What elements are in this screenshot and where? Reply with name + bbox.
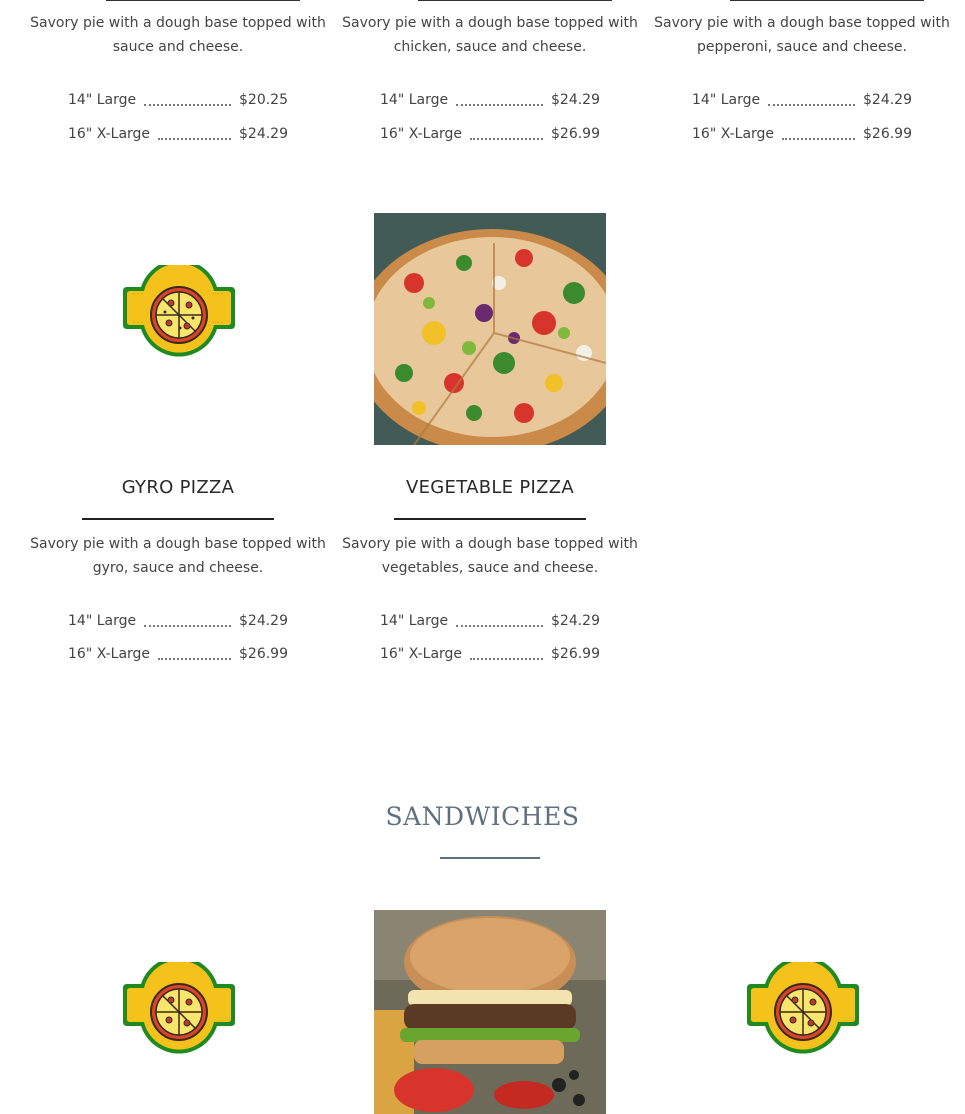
section-heading-underline	[440, 857, 540, 859]
pizza-badge-icon	[113, 265, 245, 365]
price-row	[692, 86, 912, 108]
price-row	[380, 607, 600, 629]
price-value: $26.99	[863, 126, 912, 142]
dot-leader	[158, 658, 231, 660]
pizza-badge-logo	[113, 962, 245, 1062]
price-row	[68, 120, 288, 142]
price-row	[692, 120, 912, 142]
dot-leader	[144, 625, 231, 627]
dot-leader	[470, 658, 543, 660]
dot-leader	[144, 104, 231, 106]
price-row	[68, 640, 288, 662]
dot-leader	[470, 138, 543, 140]
pizza-badge-icon	[737, 962, 869, 1062]
item-description: Savory pie with a dough base topped with sauce and cheese.	[30, 15, 326, 55]
title-underline	[82, 518, 274, 520]
price-value: $24.29	[239, 613, 288, 629]
size-label: 16" X-Large	[380, 646, 463, 662]
price-value: $24.29	[551, 92, 600, 108]
price-value: $24.29	[551, 613, 600, 629]
dot-leader	[768, 104, 855, 106]
size-label: 16" X-Large	[380, 126, 463, 142]
title-underline	[106, 0, 300, 1]
price-row	[380, 120, 600, 142]
size-label: 14" Large	[692, 92, 761, 108]
price-row	[68, 86, 288, 108]
price-value: $26.99	[551, 646, 600, 662]
pizza-badge-logo	[113, 265, 245, 365]
dot-leader	[456, 625, 543, 627]
item-title: GYRO PIZZA	[121, 477, 235, 498]
pizza-badge-logo	[737, 962, 869, 1062]
price-value: $24.29	[863, 92, 912, 108]
dot-leader	[782, 138, 855, 140]
item-description: Savory pie with a dough base topped with chicken, sauce and cheese.	[342, 15, 638, 55]
size-label: 14" Large	[68, 92, 137, 108]
size-label: 14" Large	[380, 613, 449, 629]
price-row	[380, 86, 600, 108]
dot-leader	[456, 104, 543, 106]
item-description: Savory pie with a dough base topped with gyro, sauce and cheese.	[30, 536, 326, 576]
title-underline	[730, 0, 924, 1]
size-label: 16" X-Large	[692, 126, 775, 142]
size-label: 14" Large	[68, 613, 137, 629]
pizza-badge-icon	[113, 962, 245, 1062]
price-row	[380, 640, 600, 662]
price-value: $20.25	[239, 92, 288, 108]
size-label: 14" Large	[380, 92, 449, 108]
item-description: Savory pie with a dough base topped with vegetables, sauce and cheese.	[342, 536, 638, 576]
dot-leader	[158, 138, 231, 140]
vegetable-pizza-photo	[374, 213, 606, 445]
size-label: 16" X-Large	[68, 126, 151, 142]
price-value: $26.99	[551, 126, 600, 142]
item-description: Savory pie with a dough base topped with pepperoni, sauce and cheese.	[654, 15, 950, 55]
section-heading-sandwiches: SANDWICHES	[385, 802, 580, 831]
price-value: $26.99	[239, 646, 288, 662]
title-underline	[418, 0, 612, 1]
item-title: VEGETABLE PIZZA	[405, 477, 575, 498]
burger-photo	[374, 910, 606, 1114]
price-row	[68, 607, 288, 629]
price-value: $24.29	[239, 126, 288, 142]
size-label: 16" X-Large	[68, 646, 151, 662]
title-underline	[394, 518, 586, 520]
